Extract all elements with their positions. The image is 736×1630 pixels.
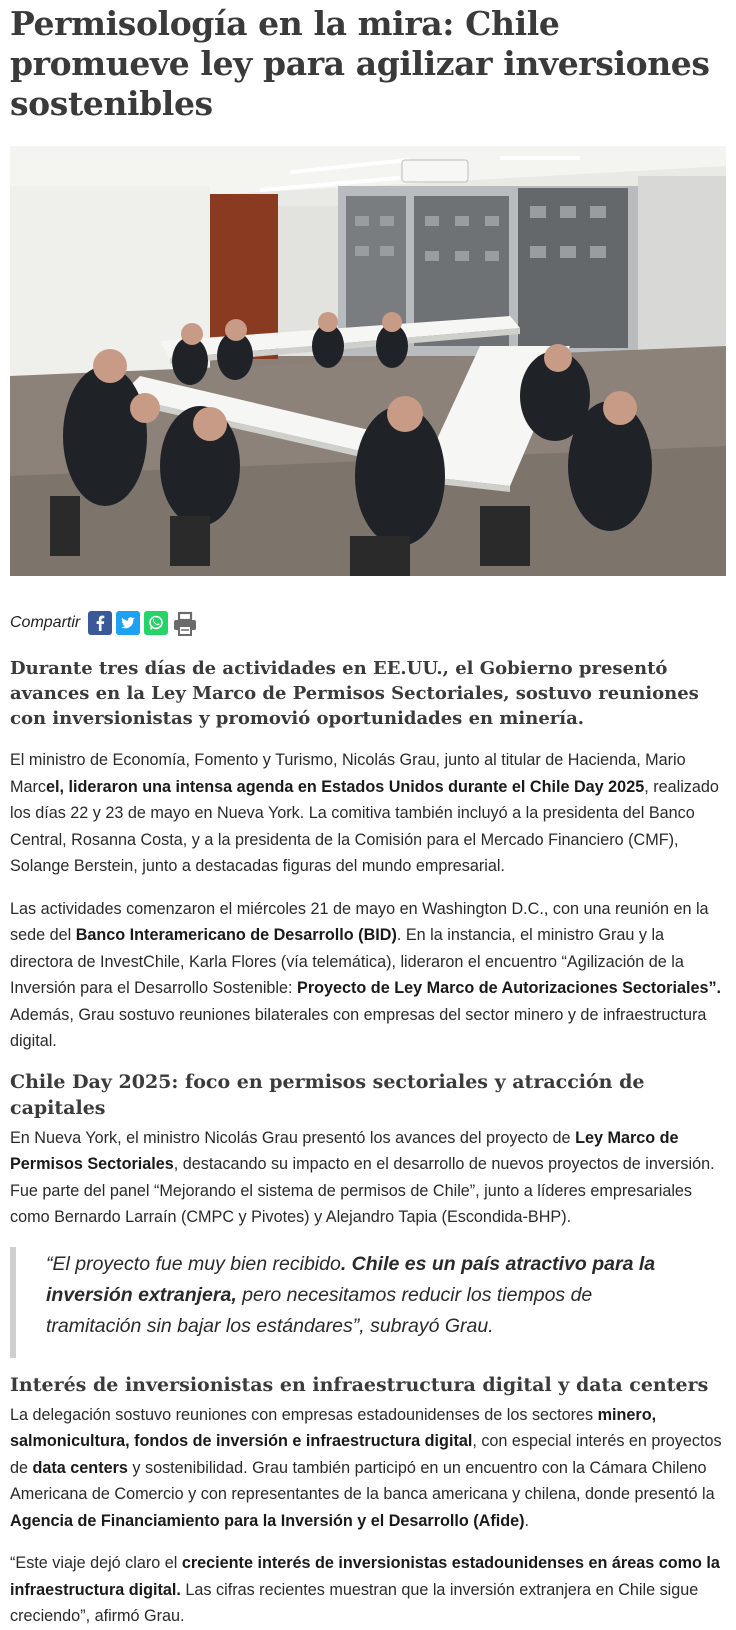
bold-run: minero, salmonicultura, fondos de inversión e infraestructura digital xyxy=(10,1405,657,1450)
text-run: Las cifras recientes muestran que la inversión extranjera en Chile sigue creciendo”, afirmó Grau. xyxy=(10,1580,699,1625)
print-icon[interactable] xyxy=(172,611,196,635)
facebook-icon[interactable] xyxy=(88,611,112,635)
twitter-icon[interactable] xyxy=(116,611,140,635)
text-run: El ministro de Economía, Fomento y Turismo, Nicolás Grau, junto al titular de Hacienda, Mario Marc xyxy=(10,751,686,796)
text-run: . En la instancia, el ministro Grau y la directora de InvestChile, Karla Flores (vía telemática), lideraron el encuentro “Agilización de la Inversión para el Desarrollo Sostenible: xyxy=(10,926,684,997)
bold-run: creciente interés de inversionistas estadounidenses en áreas como la infraestructura digital. xyxy=(10,1554,720,1599)
section-heading-data-centers: Interés de inversionistas en infraestructura digital y data centers xyxy=(10,1373,709,1396)
article-lead: Durante tres días de actividades en EE.UU., el Gobierno presentó avances en la Ley Marco de Permisos Sectoriales, sostuvo reuniones con inversionistas y promovió oportunidades en minería. xyxy=(10,658,699,729)
text-run: , realizado los días 22 y 23 de mayo en Nueva York. La comitiva también incluyó a la presidenta del Banco Central, Rosanna Costa, y a la presidenta de la Comisión para el Mercado Financiero (CMF), Solange Berstein, junto a destacadas figuras del mundo empresarial. xyxy=(10,777,719,875)
meeting-room-illustration xyxy=(10,146,726,576)
text-run: Las actividades comenzaron el miércoles 21 de mayo en Washington D.C., con una reunión en la sede del xyxy=(10,899,709,944)
paragraph-4 xyxy=(10,1402,726,1535)
text-run: . xyxy=(524,1511,530,1530)
bold-run: Agencia de Financiamiento para la Inversión y el Desarrollo (Afide) xyxy=(10,1511,525,1530)
section-heading-chile-day: Chile Day 2025: foco en permisos sectoriales y atracción de capitales xyxy=(10,1070,645,1119)
bold-run: el, lideraron una intensa agenda en Estados Unidos durante el Chile Day 2025 xyxy=(45,777,645,796)
article xyxy=(0,4,736,1630)
text-run: “El proyecto fue muy bien recibido xyxy=(46,1252,341,1275)
bold-run: Ley Marco de Permisos Sectoriales xyxy=(10,1128,679,1173)
pull-quote xyxy=(10,1247,726,1358)
article-photo xyxy=(10,146,726,576)
bold-run: data centers xyxy=(32,1458,128,1477)
paragraph-5 xyxy=(10,1550,726,1630)
bold-run: . Chile es un país atractivo para la inversión extranjera, xyxy=(46,1252,656,1306)
text-run: “Este viaje dejó claro el xyxy=(10,1554,182,1572)
bold-run: Proyecto de Ley Marco de Autorizaciones Sectoriales”. xyxy=(297,979,722,997)
text-run: y sostenibilidad. Grau también participó en un encuentro con la Cámara Chileno Americana de Comercio y con representantes de la banca americana y chilena, donde presentó la xyxy=(10,1458,715,1503)
share-label: Compartir xyxy=(10,614,81,631)
whatsapp-icon[interactable] xyxy=(144,611,168,635)
article-title: Permisología en la mira: Chile promueve ley para agilizar inversiones sostenibles xyxy=(10,4,710,123)
text-run: pero necesitamos reducir los tiempos de tramitación sin bajar los estándares”, subrayó Grau. xyxy=(46,1283,593,1337)
text-run: , con especial interés en proyectos de xyxy=(10,1432,722,1477)
paragraph-1 xyxy=(10,747,726,880)
text-run: Además, Grau sostuvo reuniones bilaterales con empresas del sector minero y de infraestructura digital. xyxy=(10,1005,707,1050)
share-bar xyxy=(10,608,726,638)
bold-run: Banco Interamericano de Desarrollo (BID) xyxy=(75,926,397,944)
text-run: En Nueva York, el ministro Nicolás Grau presentó los avances del proyecto de xyxy=(10,1128,576,1147)
paragraph-2 xyxy=(10,896,726,1055)
text-run: La delegación sostuvo reuniones con empresas estadounidenses de los sectores xyxy=(10,1405,598,1424)
paragraph-3 xyxy=(10,1125,726,1231)
text-run: , destacando su impacto en el desarrollo de nuevos proyectos de inversión. Fue parte del panel “Mejorando el sistema de permisos de Chile”, junto a líderes empresariales como Bernardo Larraín (CMPC y Pivotes) y Alejandro Tapia (Escondida-BHP). xyxy=(10,1155,715,1226)
